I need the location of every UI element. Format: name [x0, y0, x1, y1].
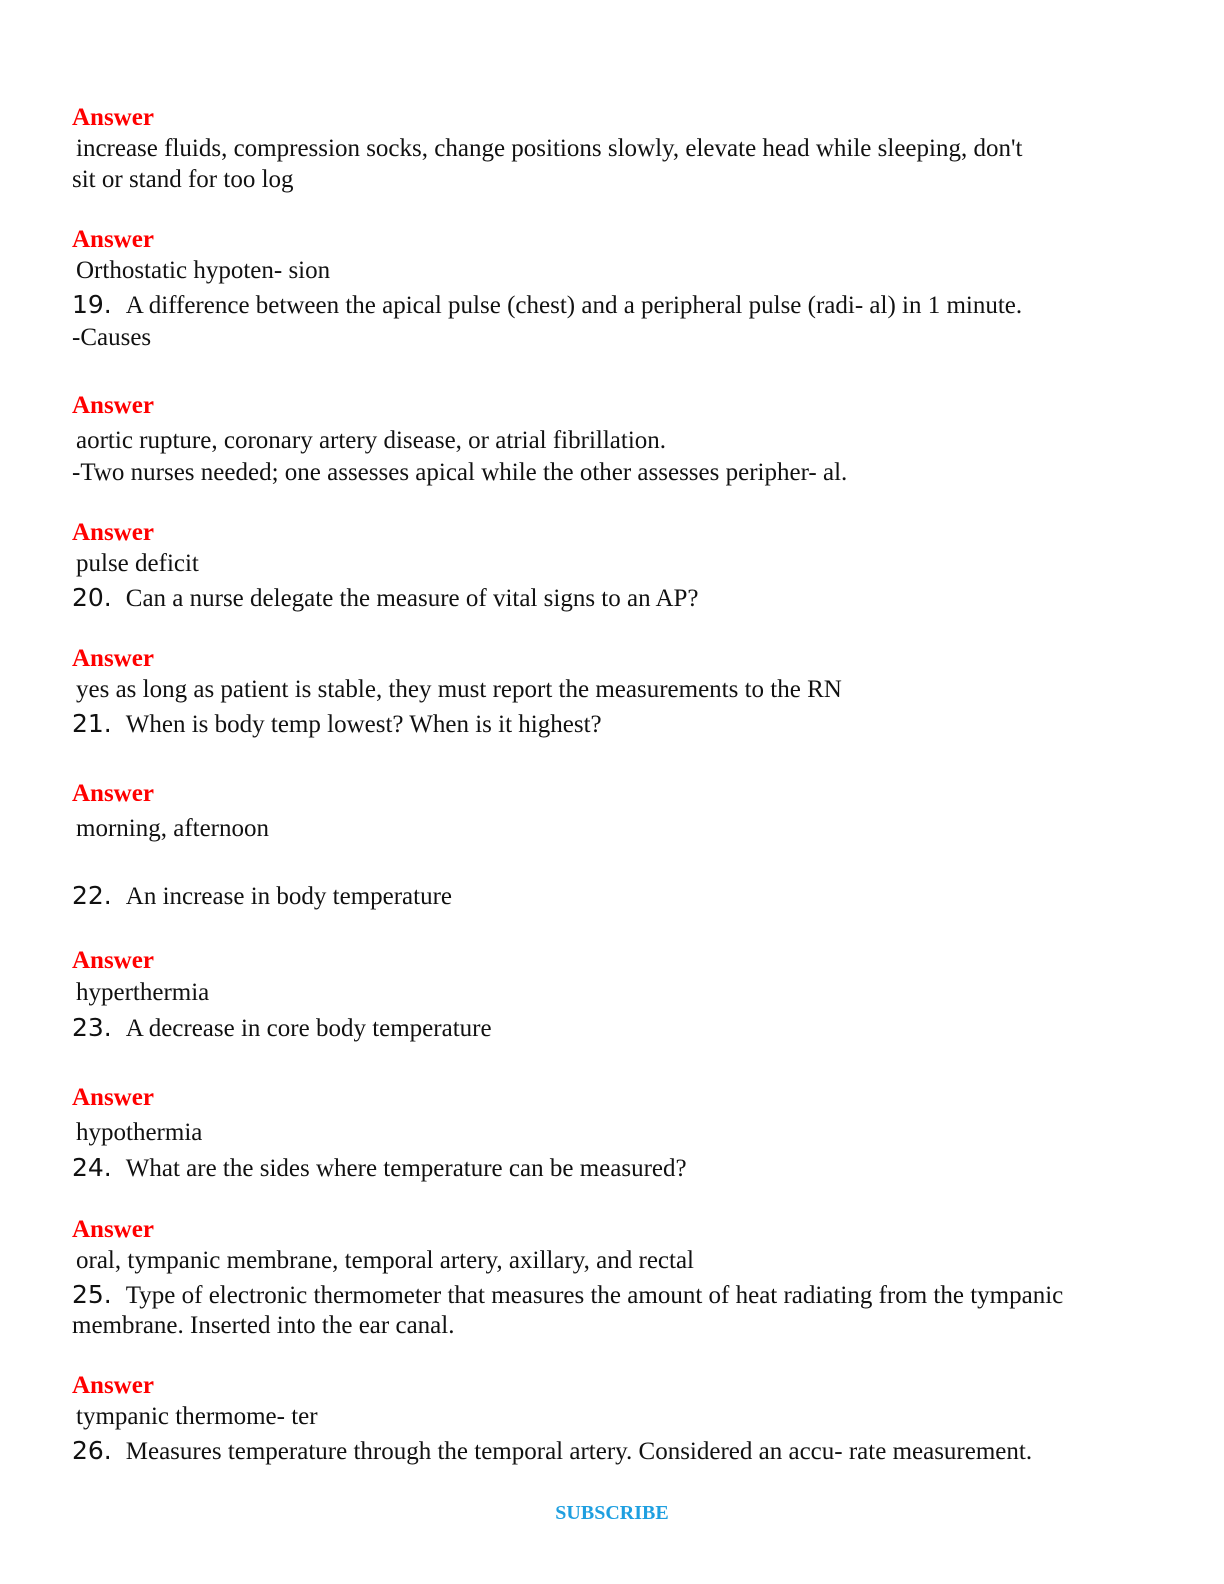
question-text-continued: -Causes [72, 324, 152, 351]
question-number: 22. [72, 881, 112, 910]
answer-label: Answer [72, 780, 154, 807]
answer-text: hypothermia [76, 1119, 203, 1146]
subscribe-link[interactable]: SUBSCRIBE [555, 1502, 669, 1524]
answer-text: tympanic thermome- ter [76, 1403, 318, 1430]
answer-text: pulse deficit [76, 550, 199, 577]
question-item [72, 581, 699, 615]
question-text: An increase in body temperature [125, 883, 453, 910]
question-item [72, 1151, 687, 1185]
question-text: A decrease in core body temperature [125, 1015, 492, 1042]
question-item [72, 879, 452, 913]
question-text: Measures temperature through the temporal artery. Considered an accu- rate measurement. [125, 1438, 1033, 1465]
question-text: A difference between the apical pulse (chest) and a peripheral pulse (radi- al) in 1 minute. [125, 292, 1023, 319]
answer-label: Answer [72, 645, 154, 672]
answer-label: Answer [72, 1372, 154, 1399]
question-text: Can a nurse delegate the measure of vital signs to an AP? [125, 585, 699, 612]
answer-label: Answer [72, 104, 154, 131]
question-number: 23. [72, 1013, 112, 1042]
question-number: 24. [72, 1153, 112, 1182]
answer-text: hyperthermia [76, 979, 210, 1006]
question-number: 26. [72, 1436, 112, 1465]
question-item [72, 707, 602, 741]
question-item [72, 1011, 492, 1045]
answer-text: Orthostatic hypoten- sion [76, 257, 331, 284]
answer-text: morning, afternoon [76, 815, 270, 842]
question-text-continued: membrane. Inserted into the ear canal. [72, 1312, 455, 1339]
answer-text: yes as long as patient is stable, they must report the measurements to the RN [76, 676, 842, 703]
question-text: What are the sides where temperature can be measured? [125, 1155, 687, 1182]
question-number: 19. [72, 290, 112, 319]
answer-text-continued: -Two nurses needed; one assesses apical while the other assesses peripher- al. [72, 459, 848, 486]
answer-text: increase fluids, compression socks, change positions slowly, elevate head while sleeping, don't [76, 135, 1023, 162]
question-number: 20. [72, 583, 112, 612]
answer-text: aortic rupture, coronary artery disease, or atrial fibrillation. [76, 427, 667, 454]
question-number: 25. [72, 1280, 112, 1309]
answer-label: Answer [72, 392, 154, 419]
answer-label: Answer [72, 226, 154, 253]
question-item [72, 1278, 1063, 1312]
question-item [72, 288, 1022, 322]
question-number: 21. [72, 709, 112, 738]
answer-text-continued: sit or stand for too log [72, 166, 294, 193]
answer-label: Answer [72, 519, 154, 546]
answer-label: Answer [72, 947, 154, 974]
answer-label: Answer [72, 1084, 154, 1111]
answer-text: oral, tympanic membrane, temporal artery, axillary, and rectal [76, 1247, 695, 1274]
answer-label: Answer [72, 1216, 154, 1243]
question-text: When is body temp lowest? When is it highest? [125, 711, 602, 738]
question-item [72, 1434, 1032, 1468]
question-text: Type of electronic thermometer that measures the amount of heat radiating from the tympanic [125, 1282, 1064, 1309]
